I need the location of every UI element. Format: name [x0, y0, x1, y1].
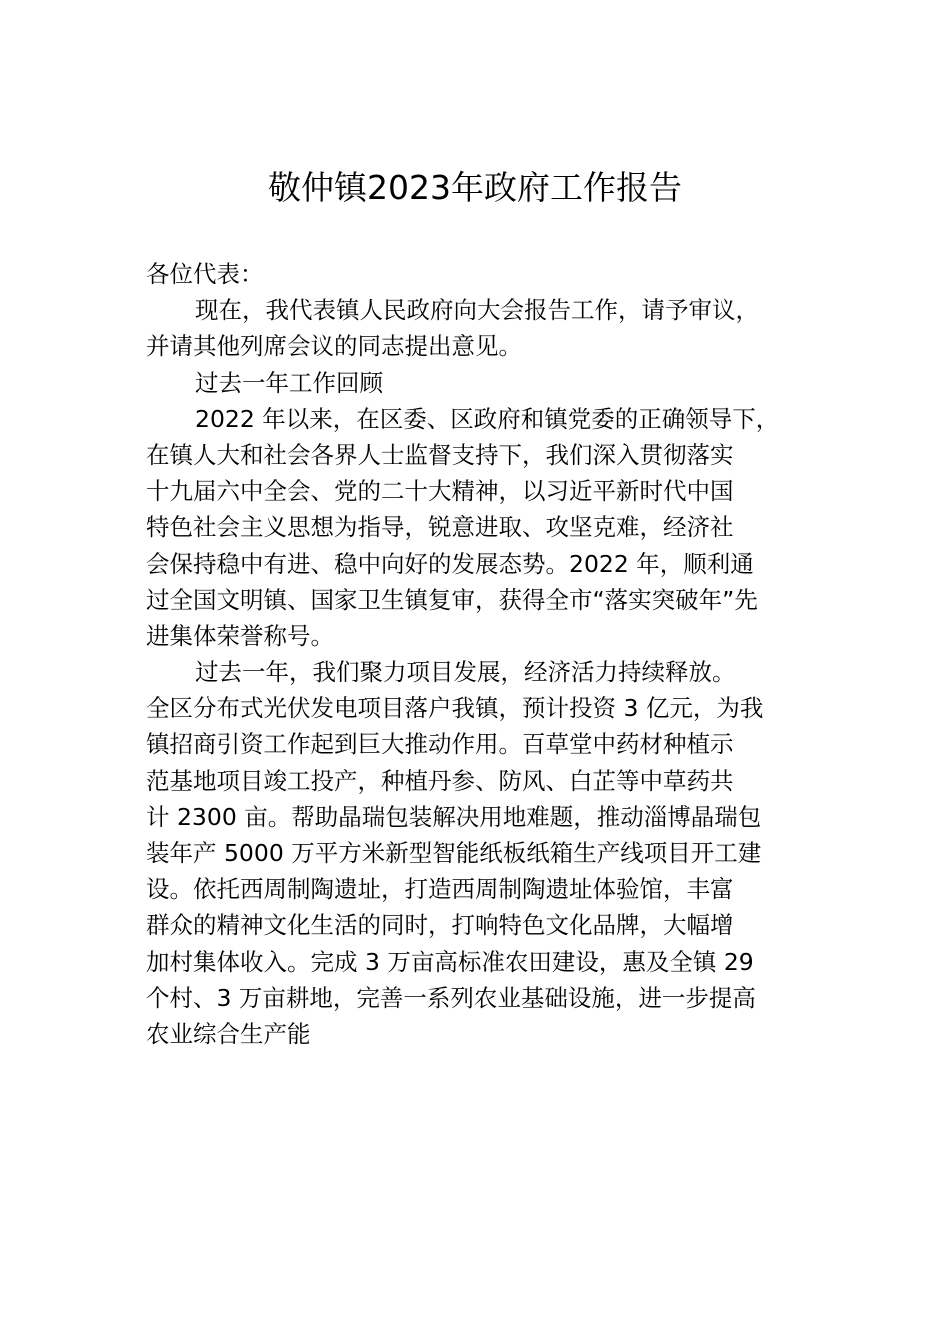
body-line: 会保持稳中有进、稳中向好的发展态势。2022 年，顺利通	[146, 549, 754, 578]
body-line: 装年产 5000 万平方米新型智能纸板纸箱生产线项目开工建	[146, 839, 762, 867]
body-line: 各位代表：	[146, 260, 264, 288]
body-line: 现在，我代表镇人民政府向大会报告工作，请予审议，	[195, 296, 759, 325]
body-line: 镇招商引资工作起到巨大推动作用。百草堂中药材种植示	[146, 730, 734, 759]
body-line: 加村集体收入。完成 3 万亩高标准农田建设，惠及全镇 29	[146, 947, 754, 976]
body-line: 过去一年，我们聚力项目发展，经济活力持续释放。	[195, 658, 736, 687]
body-line: 农业综合生产能	[146, 1019, 311, 1048]
body-line: 计 2300 亩。帮助晶瑞包装解决用地难题，推动淄博晶瑞包	[146, 802, 762, 831]
body-line: 在镇人大和社会各界人士监督支持下，我们深入贯彻落实	[146, 440, 734, 469]
body-line: 过全国文明镇、国家卫生镇复审，获得全市“落实突破年”先	[146, 585, 758, 614]
body-line: 特色社会主义思想为指导，锐意进取、攻坚克难，经济社	[146, 513, 734, 542]
document-body	[146, 256, 811, 1052]
body-line: 十九届六中全会、党的二十大精神，以习近平新时代中国	[146, 477, 734, 506]
body-line: 设。依托西周制陶遗址，打造西周制陶遗址体验馆，丰富	[146, 875, 734, 904]
body-line: 2022 年以来，在区委、区政府和镇党委的正确领导下，	[195, 404, 780, 433]
document-title: 敬仲镇2023年政府工作报告	[268, 168, 682, 207]
body-line: 进集体荣誉称号。	[146, 621, 334, 650]
body-line: 全区分布式光伏发电项目落户我镇，预计投资 3 亿元，为我	[146, 694, 764, 723]
body-line: 过去一年工作回顾	[195, 368, 383, 397]
body-line: 群众的精神文化生活的同时，打响特色文化品牌，大幅增	[146, 911, 734, 940]
body-line: 并请其他列席会议的同志提出意见。	[146, 332, 522, 361]
body-line: 个村、3 万亩耕地，完善一系列农业基础设施，进一步提高	[146, 983, 756, 1012]
body-line: 范基地项目竣工投产，种植丹参、防风、白芷等中草药共	[146, 766, 734, 795]
